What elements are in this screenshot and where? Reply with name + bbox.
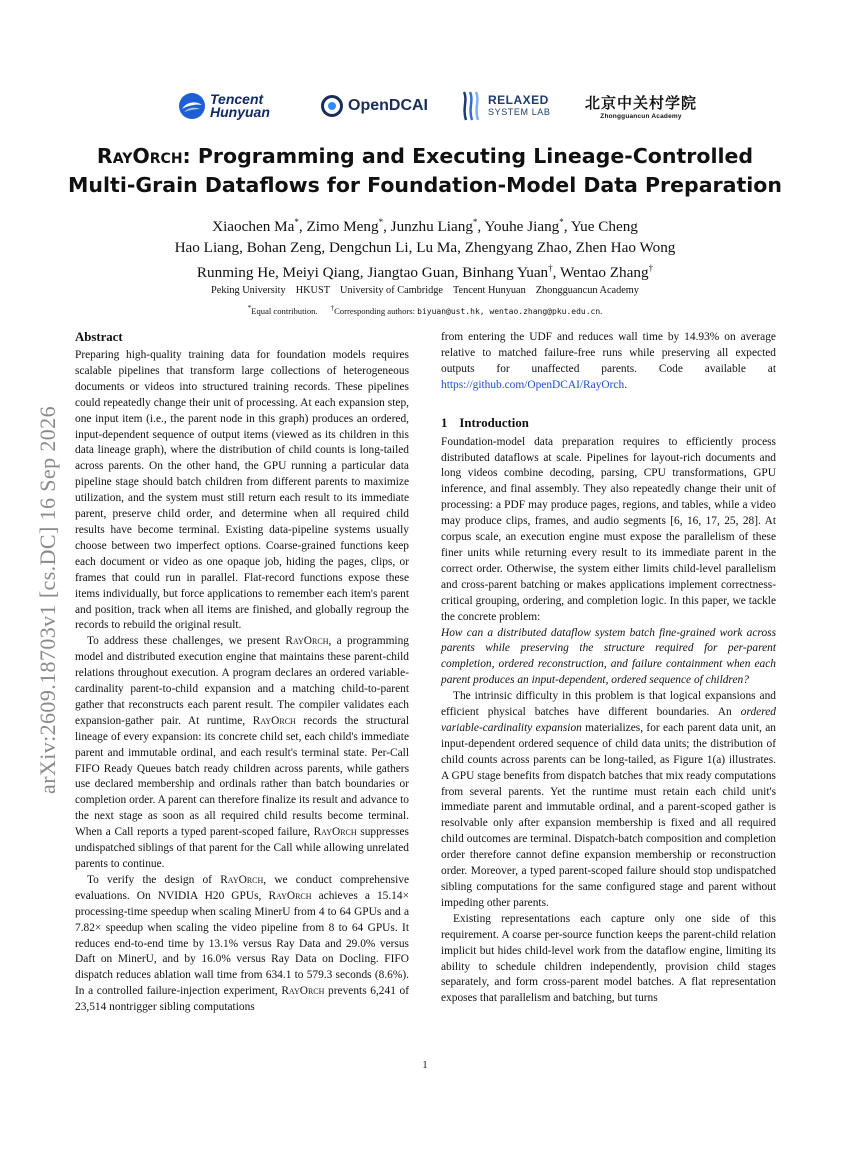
abstract-paragraph-3-continued: from entering the UDF and reduces wall time by 14.93% on average relative to matched failure-free runs while preserving all expected outputs for unaffected parents. Code available at https://github.com/OpenDCAI/RayOrch. [441,331,776,391]
zgc-logo-english: Zhongguancun Academy [600,113,682,120]
note-period: . [600,305,603,316]
equal-contribution-mark: * [378,217,384,227]
corresponding-mark: † [648,263,654,274]
authors-line3 [60,258,790,283]
affiliation: University of Cambridge [340,285,443,296]
author-name: Zimo Meng [306,218,379,236]
opendcai-icon [320,94,344,118]
opendcai-logo-text: OpenDCAI [348,97,428,114]
section-number: 1 [441,415,448,430]
equal-contribution-mark: * [294,217,299,227]
abstract-paragraph-2: To address these challenges, we present RayOrch, a programming model and distributed execution engine that maintains these parent-child relations throughout execution. A program declares an ordered variable-cardinality parent-to-child expansion and a matching child-to-parent gather that reconstructs each parent result. The compiler validates each expansion-gather pair. At runtime, RayOrch records the structural lineage of every expansion: its concrete child set, each child's immediate parent and immutable ordinal, and each result's terminal state. Per-Call FIFO Ready Queues batch ready children across parents, while gathers use declared membership and ordinals rather than batch boundaries or completion order. A parent can therefore finalize its result and advance to the next stage as soon as all required child results become terminal. When a Call reports a typed parent-scoped failure, RayOrch suppresses undispatched siblings of that parent for the Call while allowing unrelated parents to continue. [75,635,409,870]
opendcai-logo [320,86,428,126]
author-name: Youhe Jiang [484,218,560,236]
tencent-hunyuan-logo [178,86,270,126]
tencent-logo-line2: Hunyuan [210,104,270,120]
affiliations [60,285,790,296]
section-title: Introduction [459,415,529,430]
title-line2: Multi-Grain Dataflows for Foundation-Model Data Preparation [68,173,782,197]
author-name: Xiaochen Ma [212,218,295,236]
equal-contribution-note: Equal contribution. [251,305,318,316]
research-question: How can a distributed dataflow system batch fine-grained work across parents while preserving the structure required for per-parent completion, ordered reconstruction, and failure containment when each parent produces an input-dependent, ordered sequence of children? [441,626,776,687]
introduction-heading [441,414,776,432]
zgc-logo-chinese: 北京中关村学院 [585,94,698,112]
equal-contribution-mark: * [472,217,478,227]
corresponding-emails: biyuan@ust.hk, wentao.zhang@pku.edu.cn [417,306,601,316]
author-name: Junzhu Liang [390,218,473,236]
tencent-logo-line1: Tencent [210,91,264,107]
abstract-heading: Abstract [75,330,123,344]
right-column [441,330,776,1007]
sponsor-logos [0,86,850,126]
author-notes [60,304,790,316]
affiliation: Peking University [211,285,286,296]
code-link[interactable]: https://github.com/OpenDCAI/RayOrch [441,378,625,391]
corresponding-note-mark: † [330,304,335,312]
title-line1: : Programming and Executing Lineage-Controlled [182,144,754,168]
relaxed-lab-logo [460,86,551,126]
abstract-paragraph-3: To verify the design of RayOrch, we conduct comprehensive evaluations. On NVIDIA H20 GPUs, RayOrch achieves a 15.14× processing-time speedup when scaling MinerU from 4 to 64 GPUs and a 7.82× speedup when scaling the video pipeline from 8 to 64 GPUs. It reduces end-to-end time by 13.1% versus Ray Data and 29.0% versus Daft on MinerU, and by 16.0% versus Ray Data on Docling. FIFO dispatch reduces ablation wall time from 634.1 to 579.3 seconds (8.6%). In a controlled failure-injection experiment, RayOrch prevents 6,241 of 23,514 nontrigger sibling computations [75,873,410,1014]
page-number: 1 [422,1060,428,1071]
zhongguancun-academy-logo [585,86,697,126]
arxiv-stamp: arXiv:2609.18703v1 [cs.DC] 16 Sep 2026 [35,406,60,794]
intro-paragraph-3: Existing representations each capture only one side of this requirement. A coarse per-source function keeps the parent-child relation implicit but hides child-level work from the dataflow engine, limiting its ability to schedule children independently, provision child stages separately, and form cross-parent model batches. A flat representation exposes that parallelism and batching, but turns [441,912,776,1005]
title-system-name: RayOrch [96,144,183,168]
relaxed-logo-line1: RELAXED [488,93,549,107]
relaxed-lab-icon [460,90,482,122]
equal-mark: * [247,304,252,312]
corresponding-note: Corresponding authors: [334,305,418,316]
authors-line2: Hao Liang, Bohan Zeng, Dengchun Li, Lu Ma, Zhengyang Zhao, Zhen Hao Wong [174,239,676,257]
paper-title [60,142,790,200]
abstract-paragraph-1: Preparing high-quality training data for foundation models requires scalable pipelines that transform large collections of heterogeneous documents or videos into structured training records. These pipelines could repeatedly change their unit of processing. At each expansion step, one input item (i.e., the parent node in this graph) produces an ordered, input-dependent sequence of output items (viewed as its children in this data lineage graph), where the distribution of child counts is long-tailed across parents. On the other hand, the GPU running a particular data pipeline stage should batch children from different parents to maximize utilization, and the system must still return each result to its immediate parent, preserve child order, and determine when all required child results have become terminal. Existing data-pipeline systems usually choose between two imperfect options. Coarse-grained functions keep each document or video as one opaque job, hiding the pages, clips, or frames that could run in parallel. Flat-record functions expose these items individually, but force applications to remember each item's parent and position, track when all items are finished, and globally regroup the records to rebuild the original result. [75,349,409,632]
authors-line3-part2: , Wentao Zhang [552,264,649,282]
affiliation: Tencent Hunyuan [452,285,526,296]
author-list [60,212,790,283]
affiliation: HKUST [295,285,331,296]
corresponding-mark: † [548,263,553,274]
tencent-hunyuan-icon [178,92,206,120]
intro-paragraph-1: Foundation-model data preparation requires to efficiently process distributed dataflows at scale. Pipelines for layout-rich documents and long videos combine decoding, parsing, CPU transformations, GPU inference, and final assembly. They also repeatedly change their unit of processing: a PDF may produce pages, regions, and tables, while a video may produce clips, frames, and audio segments [6, 16, 17, 25, 28]. At corpus scale, an execution engine must expose the parallelism of these finer units while returning every result to its immediate parent in the correct order. Otherwise, the system either limits child-level parallelism and cross-parent batching or makes applications implement correctness-critical grouping, ordering, and completion logic. In this paper, we tackle the concrete problem: [441,435,776,623]
authors-line1: Xiaochen Ma*, Zimo Meng*, Junzhu Liang*, Youhe Jiang*, Yue Cheng [212,217,638,236]
intro-paragraph-2: The intrinsic difficulty in this problem is that logical expansions and efficient physical batches have different boundaries. An ordered variable-cardinality expansion materializes, for each parent data unit, an input-dependent ordered sequence of child data units; the distribution of child counts across parents can be long-tailed, as Figure 1(a) illustrates. A GPU stage benefits from dispatch batches that mix ready computations from several parents. Yet the runtime must retain each child unit's immediate parent and immutable ordinal, and a parent-scoped gather is resolvable only after expansion membership is fixed and all required child outcomes are terminal. Dispatch-batch composition and completion order therefore cannot define expansion membership or reconstruction order. Moreover, a typed parent-scoped failure should stop undispatched sibling computations for the same configured stage and parent without impeding other parents. [441,690,776,909]
relaxed-logo-line2: SYSTEM LAB [488,107,551,117]
author-name: Yue Cheng [570,218,638,236]
affiliation: Zhongguancun Academy [535,285,639,296]
equal-contribution-mark: * [559,217,564,227]
authors-line3-part1: Runming He, Meiyi Qiang, Jiangtao Guan, Binhang Yuan [196,264,549,282]
left-column [75,328,409,1016]
